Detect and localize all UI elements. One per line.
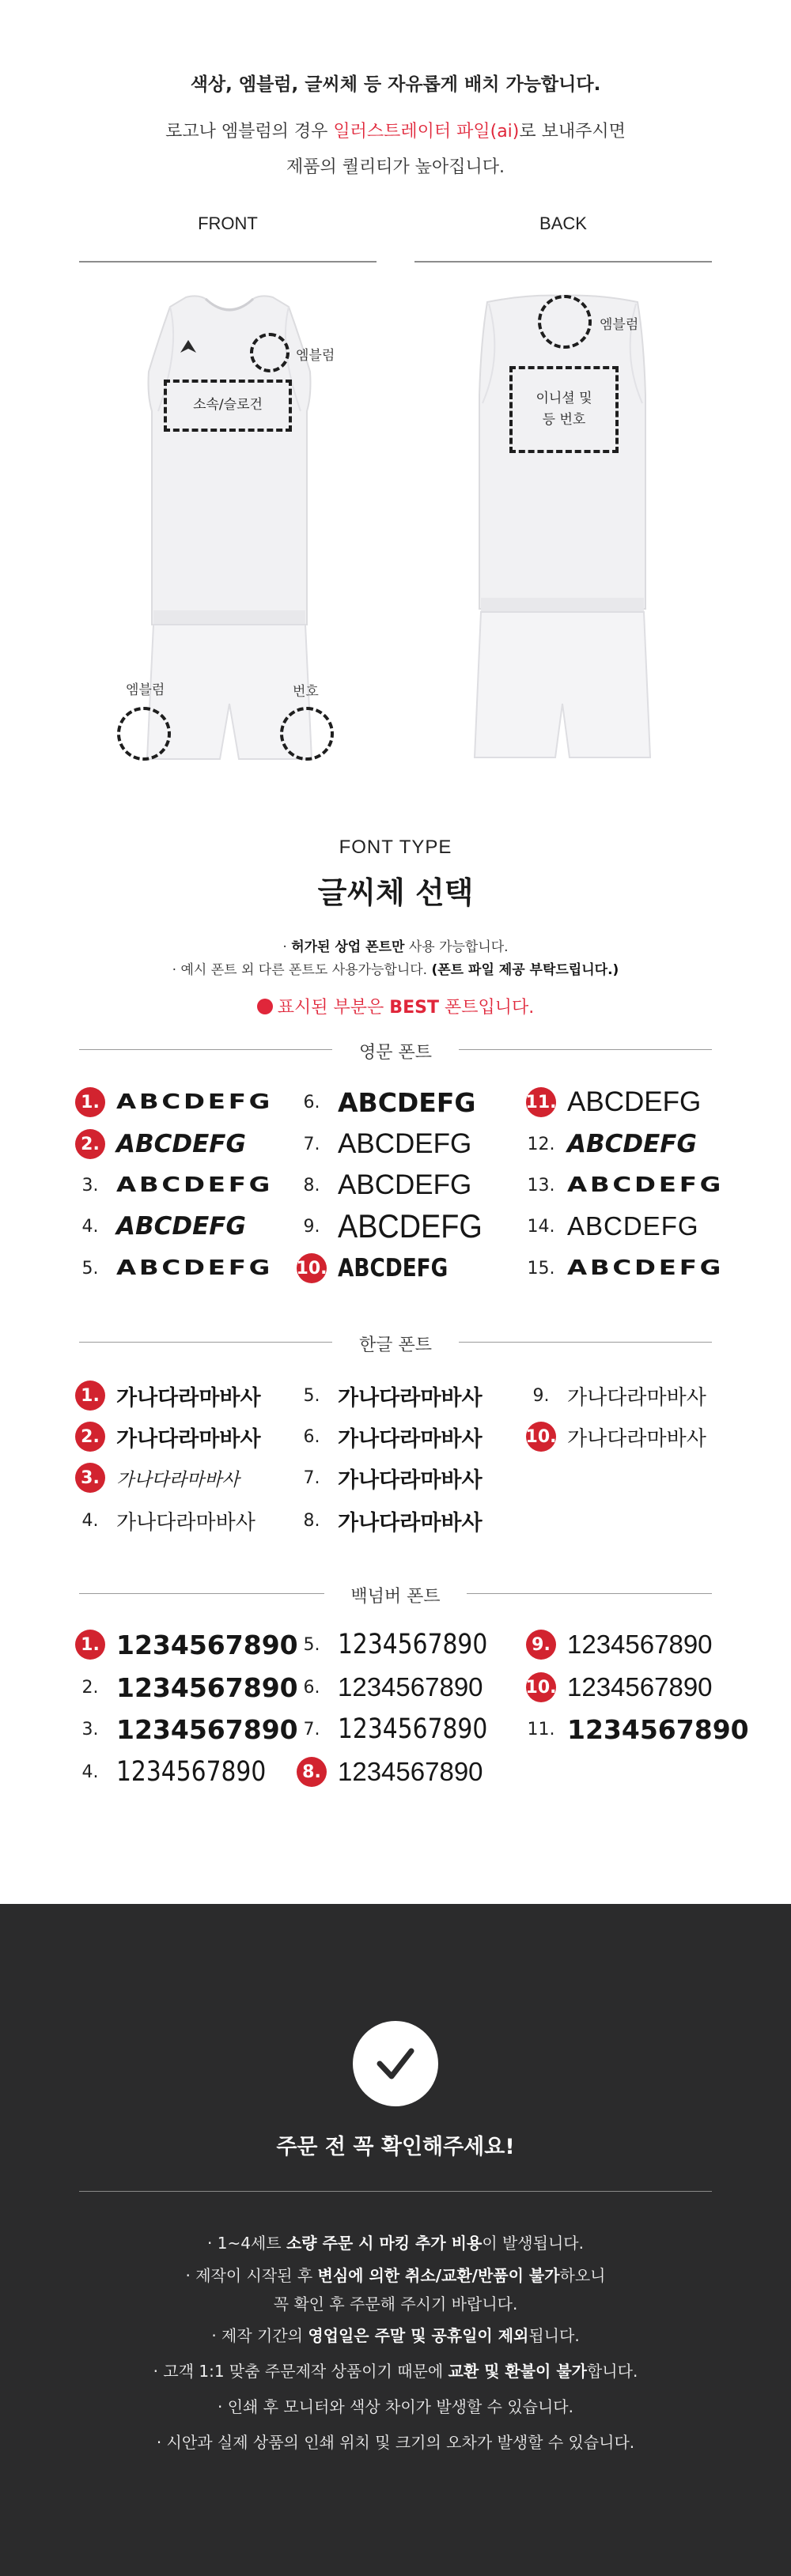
font-type-title: 글씨체 선택: [317, 875, 474, 910]
font-number: 4.: [81, 1510, 99, 1531]
english_fonts-font-item: [75, 1252, 274, 1284]
font-type-header: [0, 837, 791, 912]
korean_fonts-font-item: [75, 1380, 261, 1411]
font-number: 5.: [303, 1634, 320, 1655]
number_fonts-font-item: [297, 1756, 483, 1788]
shorts-emblem-marker: [117, 707, 171, 761]
notice-rule-3-c: 됩니다.: [528, 2326, 580, 2345]
notice-rule-2-a: · 제작이 시작된 후: [185, 2266, 318, 2285]
font-number: 6.: [303, 1092, 320, 1112]
korean_fonts-font-item: [297, 1421, 483, 1452]
font-sample: ABCDEFG: [338, 1128, 472, 1159]
font-sample: 1234567890: [116, 1629, 298, 1660]
font-sample: 1234567890: [567, 1630, 713, 1659]
font-sample: 1234567890: [338, 1672, 483, 1702]
korean_fonts-font-item: [526, 1380, 706, 1411]
font-sample: 1234567890: [338, 1629, 488, 1660]
notice-title: 주문 전 꼭 확인해주세요!: [276, 2135, 515, 2159]
font-number: 13.: [527, 1175, 555, 1195]
font-number: 3.: [81, 1175, 99, 1195]
best-badge: 8.: [297, 1757, 327, 1787]
best-note-suffix: 폰트입니다.: [438, 998, 535, 1018]
english_fonts-font-item: [75, 1086, 274, 1118]
notice-rule-2-c: 하오니: [559, 2266, 606, 2285]
shorts-number-label: 번호: [293, 684, 319, 700]
font-number: 3.: [81, 1719, 99, 1739]
notice-rule-4-c: 합니다.: [586, 2362, 638, 2381]
font-sample: ABCDEFG: [567, 1211, 699, 1241]
font-note-2-bold: (폰트 파일 제공 부탁드립니다.): [431, 961, 619, 978]
number_fonts-font-item: [297, 1671, 483, 1703]
number_fonts-font-item: [75, 1756, 293, 1788]
english_fonts-font-item: [526, 1169, 725, 1201]
intro-text: [0, 70, 791, 178]
best-badge: 9.: [526, 1630, 556, 1660]
font-note-2-plain: · 예시 폰트 외 다른 폰트도 사용가능합니다.: [172, 961, 432, 978]
back-uniform-image: [471, 293, 653, 767]
korean_fonts-font-item: [75, 1505, 255, 1536]
font-sample: 가나다라마바사: [567, 1385, 706, 1410]
check-icon: [353, 2021, 438, 2106]
english_fonts-font-item: [526, 1128, 697, 1160]
best-badge: 10.: [297, 1253, 327, 1283]
font-number: 7.: [303, 1467, 320, 1488]
back-box-line-2: 등 번호: [542, 412, 586, 428]
front-slogan-label: 소속/슬로건: [193, 397, 263, 414]
best-font-note: [0, 994, 791, 1018]
font-note-1-bold: 허가된 상업 폰트만: [291, 939, 405, 955]
font-note-1: [0, 936, 791, 959]
notice-rule-1-a: · 1~4세트: [207, 2234, 286, 2253]
font-number: 6.: [303, 1677, 320, 1698]
back-number-box: [509, 366, 619, 453]
shorts-emblem-label: 엠블럼: [126, 682, 165, 698]
number-fonts-divider: [79, 1585, 712, 1607]
font-sample: ABCDEFG: [116, 1130, 246, 1158]
notice-rule-1-c: 이 발생됩니다.: [482, 2234, 584, 2253]
korean-fonts-heading: 한글 폰트: [358, 1335, 432, 1355]
font-sample: ABCDEFG: [116, 1212, 246, 1241]
english_fonts-font-item: [75, 1169, 274, 1201]
best-badge: 1.: [75, 1381, 105, 1411]
notice-divider: [79, 2191, 712, 2192]
front-uniform-image: [142, 293, 316, 767]
font-sample: 1234567890: [338, 1757, 483, 1786]
font-sample: 1234567890: [116, 1713, 298, 1745]
font-sample: 가나다라마바사: [338, 1385, 483, 1411]
font-sample: 가나다라마바사: [338, 1426, 483, 1452]
notice-rule-6: · 시안과 실제 상품의 인쇄 위치 및 크기의 오차가 발생할 수 있습니다.: [156, 2433, 635, 2452]
font-number: 14.: [527, 1216, 555, 1237]
notice-rule-1-b: 소량 주문 시 마킹 추가 비용: [286, 2234, 483, 2253]
notice-rule-3-a: · 제작 기간의: [211, 2326, 308, 2345]
back-emblem-marker: [538, 295, 592, 349]
font-number: 8.: [303, 1175, 320, 1195]
notice-rule-2-b: 변심에 의한 취소/교환/반품이 불가: [317, 2266, 560, 2285]
intro-line-2-suffix: 로 보내주시면: [519, 122, 626, 142]
font-number: 5.: [303, 1385, 320, 1406]
number_fonts-font-item: [526, 1671, 713, 1703]
english_fonts-font-item: [297, 1169, 471, 1201]
font-number: 11.: [527, 1719, 555, 1739]
font-sample: ABCDEFG: [567, 1173, 725, 1197]
back-heading: BACK: [539, 213, 587, 233]
front-heading: FRONT: [198, 213, 258, 233]
best-badge: 11.: [526, 1087, 556, 1117]
font-number: 6.: [303, 1426, 320, 1447]
number_fonts-font-item: [75, 1671, 298, 1703]
font-sample: 1234567890: [116, 1756, 267, 1788]
korean_fonts-font-item: [526, 1421, 706, 1452]
font-sample: ABCDEFG: [338, 1207, 483, 1245]
number_fonts-font-item: [526, 1629, 713, 1660]
font-type-label: FONT TYPE: [339, 837, 452, 858]
font-sample: 1234567890: [567, 1672, 713, 1702]
best-badge: 10.: [526, 1672, 556, 1702]
best-note-prefix: 표시된 부분은: [277, 998, 390, 1018]
font-sample: 가나다라마바사: [116, 1385, 261, 1411]
font-number: 7.: [303, 1719, 320, 1739]
english_fonts-font-item: [526, 1211, 699, 1242]
back-divider: [414, 261, 712, 263]
font-sample: 1234567890: [116, 1671, 298, 1703]
font-sample: ABCDEFG: [338, 1169, 472, 1200]
font-sample: ABCDEFG: [338, 1254, 448, 1282]
notice-rule-3-b: 영업일은 주말 및 공휴일이 제외: [308, 2326, 529, 2345]
notice-rule-4-b: 교환 및 환불이 불가: [448, 2362, 587, 2381]
best-badge: 2.: [75, 1422, 105, 1452]
number_fonts-font-item: [297, 1713, 514, 1745]
font-sample: ABCDEFG: [567, 1086, 702, 1117]
intro-line-3: 제품의 퀄리티가 높아집니다.: [286, 157, 505, 177]
notice-rule-3: [0, 2318, 791, 2354]
intro-line-2: [0, 118, 791, 142]
font-sample: 가나다라마바사: [116, 1510, 255, 1535]
font-note-2: [0, 959, 791, 982]
english_fonts-font-item: [297, 1207, 498, 1245]
back-box-line-1: 이니셜 및: [536, 390, 592, 406]
english_fonts-font-item: [526, 1252, 725, 1284]
notice-rule-4: [0, 2354, 791, 2389]
font-sample: ABCDEFG: [116, 1173, 274, 1197]
font-number: 5.: [81, 1258, 99, 1279]
font-sample: 1234567890: [338, 1713, 488, 1745]
best-dot-icon: [257, 999, 273, 1014]
font-sample: 가나다라마바사: [338, 1510, 483, 1535]
font-number: 7.: [303, 1134, 320, 1154]
font-number: 9.: [532, 1385, 550, 1406]
best-note-bold: BEST: [389, 998, 439, 1018]
font-sample: ABCDEFG: [116, 1256, 274, 1280]
best-badge: 3.: [75, 1463, 105, 1493]
intro-line-2-prefix: 로고나 엠블럼의 경우: [165, 122, 334, 142]
font-number: 9.: [303, 1216, 320, 1237]
best-badge: 1.: [75, 1087, 105, 1117]
korean_fonts-font-item: [75, 1462, 240, 1494]
font-notes: [0, 936, 791, 982]
notice-rule-1: [0, 2226, 791, 2261]
front-slogan-box: [164, 380, 292, 432]
english_fonts-font-item: [297, 1128, 471, 1160]
korean_fonts-font-item: [297, 1380, 483, 1411]
notice-rule-5: · 인쇄 후 모니터와 색상 차이가 발생할 수 있습니다.: [218, 2397, 573, 2416]
number_fonts-font-item: [297, 1629, 514, 1660]
korean_fonts-font-item: [297, 1462, 483, 1494]
english_fonts-font-item: [75, 1211, 246, 1242]
font-note-1-rest: 사용 가능합니다.: [404, 939, 509, 955]
best-badge: 2.: [75, 1129, 105, 1159]
english-fonts-heading: 영문 폰트: [358, 1043, 432, 1063]
front-emblem-marker: [250, 333, 290, 372]
korean_fonts-font-item: [297, 1505, 483, 1536]
english_fonts-font-item: [297, 1252, 467, 1284]
font-sample: 가나다라마바사: [567, 1426, 706, 1451]
english_fonts-font-item: [75, 1128, 246, 1160]
notice-rules: [0, 2226, 791, 2461]
font-number: 2.: [81, 1677, 99, 1698]
back-emblem-label: 엠블럼: [600, 317, 639, 333]
shorts-number-marker: [280, 707, 334, 761]
front-emblem-label: 엠블럼: [296, 348, 335, 364]
english-fonts-divider: [79, 1041, 712, 1063]
intro-highlight: 일러스트레이터 파일(ai): [333, 122, 520, 142]
font-sample: ABCDEFG: [567, 1256, 725, 1280]
english_fonts-font-item: [526, 1086, 701, 1118]
best-badge: 10.: [526, 1422, 556, 1452]
font-sample: 가나다라마바사: [116, 1469, 240, 1490]
korean-fonts-divider: [79, 1333, 712, 1355]
notice-rule-2: [0, 2261, 791, 2290]
font-number: 12.: [527, 1134, 555, 1154]
font-number: 8.: [303, 1510, 320, 1531]
font-sample: 가나다라마바사: [116, 1426, 261, 1452]
notice-rule-2-cont: 꼭 확인 후 주문해 주시기 바랍니다.: [273, 2295, 518, 2313]
font-sample: 1234567890: [567, 1713, 749, 1745]
intro-line-1: 색상, 엠블럼, 글씨체 등 자유롭게 배치 가능합니다.: [190, 74, 601, 95]
front-divider: [79, 261, 377, 263]
number_fonts-font-item: [75, 1713, 298, 1745]
number_fonts-font-item: [75, 1629, 298, 1660]
font-sample: ABCDEFG: [338, 1086, 476, 1118]
font-note-1-bullet: ·: [282, 939, 292, 955]
best-badge: 1.: [75, 1630, 105, 1660]
font-number: 4.: [81, 1762, 99, 1782]
font-sample: ABCDEFG: [116, 1090, 274, 1114]
korean_fonts-font-item: [75, 1421, 261, 1452]
number-fonts-heading: 백넘버 폰트: [350, 1587, 441, 1607]
english_fonts-font-item: [297, 1086, 475, 1118]
notice-rule-4-a: · 고객 1:1 맞춤 주문제작 상품이기 때문에: [153, 2362, 448, 2381]
number_fonts-font-item: [526, 1713, 749, 1745]
check-mark-icon: [372, 2040, 419, 2087]
font-number: 4.: [81, 1216, 99, 1237]
font-sample: 가나다라마바사: [338, 1467, 483, 1493]
font-sample: ABCDEFG: [567, 1130, 697, 1158]
font-number: 15.: [527, 1258, 555, 1279]
